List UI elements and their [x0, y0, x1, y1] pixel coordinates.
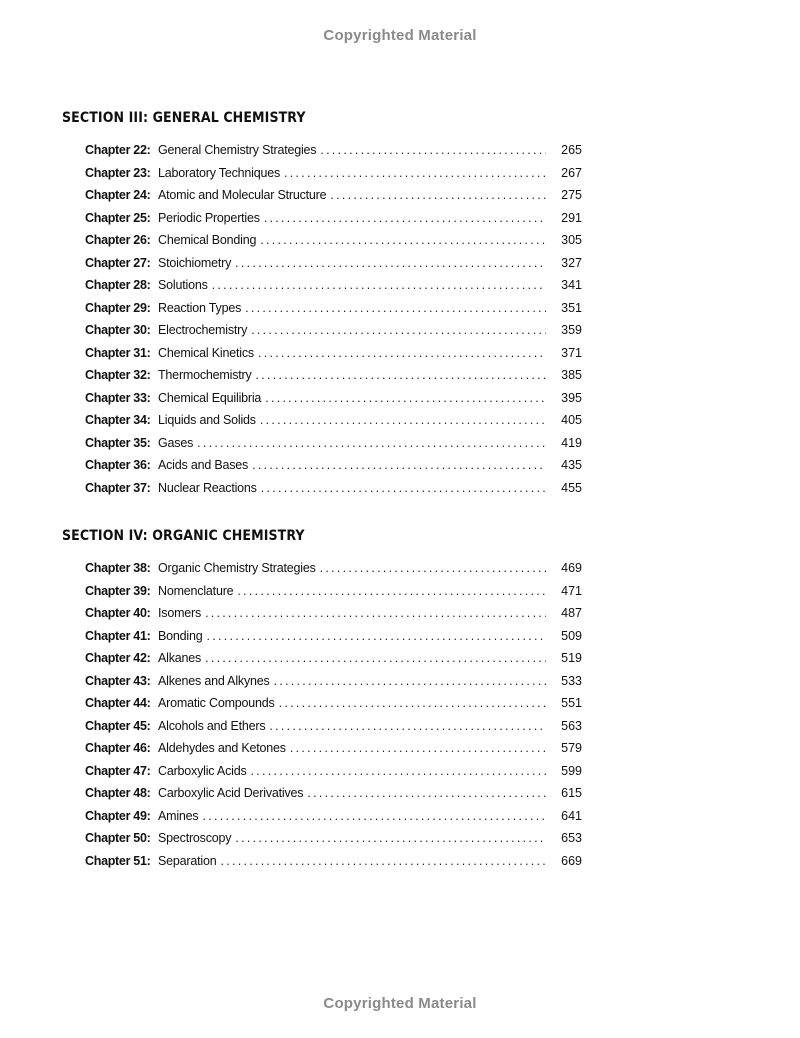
dot-leader: [258, 342, 546, 365]
toc-entry[interactable]: [62, 580, 582, 603]
page-number: 359: [561, 323, 582, 337]
dot-leader: [206, 625, 546, 648]
chapter-number: Chapter 42:: [85, 651, 151, 665]
chapter-number: Chapter 49:: [85, 808, 151, 823]
chapter-number: Chapter 35:: [85, 435, 151, 450]
dot-leader: [202, 805, 546, 828]
chapter-number: Chapter 23:: [85, 165, 151, 180]
toc-entry[interactable]: [62, 477, 582, 500]
toc-entry[interactable]: [62, 364, 582, 387]
chapter-title: Liquids and Solids: [158, 413, 256, 427]
page-number: 265: [561, 143, 582, 157]
page-number: 641: [561, 808, 582, 823]
chapter-title: Carboxylic Acid Derivatives: [158, 786, 304, 800]
section-organic-chemistry: [62, 527, 582, 872]
page-number: 405: [561, 413, 582, 427]
dot-leader: [290, 737, 546, 760]
chapter-title: Laboratory Techniques: [158, 165, 281, 180]
page-number: 599: [561, 763, 582, 778]
page-number: 469: [561, 561, 582, 575]
dot-leader: [220, 850, 546, 873]
toc-entry[interactable]: [62, 409, 582, 432]
chapter-title: Spectroscopy: [158, 831, 232, 845]
page-number: 435: [561, 458, 582, 472]
chapter-title: Nomenclature: [158, 583, 234, 598]
chapter-number: Chapter 31:: [85, 345, 151, 360]
page-number: 551: [561, 696, 582, 710]
chapter-number: Chapter 38:: [85, 561, 151, 575]
page-number: 615: [561, 786, 582, 800]
page-number: 327: [561, 255, 582, 270]
dot-leader: [260, 409, 546, 432]
toc-entry[interactable]: [62, 387, 582, 410]
dot-leader: [284, 162, 546, 185]
chapter-number: Chapter 30:: [85, 323, 151, 337]
dot-leader: [251, 319, 546, 342]
chapter-title: Acids and Bases: [158, 458, 249, 472]
chapter-title: Chemical Equilibria: [158, 390, 262, 405]
page-number: 371: [561, 345, 582, 360]
toc-entry[interactable]: [62, 252, 582, 275]
page-number: 305: [561, 233, 582, 247]
chapter-title: Aromatic Compounds: [158, 696, 275, 710]
chapter-title: Periodic Properties: [158, 210, 260, 225]
toc-entry[interactable]: [62, 162, 582, 185]
toc-list: [62, 557, 582, 872]
toc-entry[interactable]: [62, 432, 582, 455]
chapter-title: Isomers: [158, 606, 202, 620]
toc-entry[interactable]: [62, 647, 582, 670]
section-title: SECTION IV: ORGANIC CHEMISTRY: [62, 528, 305, 544]
chapter-number: Chapter 45:: [85, 718, 151, 733]
toc-entry[interactable]: [62, 454, 582, 477]
chapter-number: Chapter 44:: [85, 696, 151, 710]
chapter-number: Chapter 22:: [85, 143, 151, 157]
chapter-title: Nuclear Reactions: [158, 480, 257, 495]
dot-leader: [205, 647, 546, 670]
dot-leader: [235, 252, 546, 275]
toc-entry[interactable]: [62, 274, 582, 297]
dot-leader: [279, 692, 546, 715]
chapter-number: Chapter 37:: [85, 480, 151, 495]
chapter-number: Chapter 25:: [85, 210, 151, 225]
watermark-top: Copyrighted Material: [323, 27, 477, 44]
dot-leader: [269, 715, 546, 738]
page-number: 669: [561, 853, 582, 868]
page-number: 471: [561, 583, 582, 598]
dot-leader: [237, 580, 546, 603]
toc-entry[interactable]: [62, 184, 582, 207]
page-number: 341: [561, 278, 582, 292]
dot-leader: [274, 670, 546, 693]
chapter-number: Chapter 28:: [85, 278, 151, 292]
toc-entry[interactable]: [62, 670, 582, 693]
page-number: 509: [561, 628, 582, 643]
toc-entry[interactable]: [62, 760, 582, 783]
dot-leader: [212, 274, 546, 297]
dot-leader: [320, 139, 546, 162]
chapter-number: Chapter 32:: [85, 368, 151, 382]
chapter-title: Carboxylic Acids: [158, 763, 247, 778]
chapter-number: Chapter 24:: [85, 188, 151, 202]
chapter-number: Chapter 50:: [85, 831, 151, 845]
chapter-title: Electrochemistry: [158, 323, 248, 337]
dot-leader: [205, 602, 546, 625]
dot-leader: [235, 827, 546, 850]
chapter-number: Chapter 39:: [85, 583, 151, 598]
toc-entry[interactable]: [62, 602, 582, 625]
dot-leader: [251, 760, 547, 783]
chapter-title: Bonding: [158, 628, 203, 643]
chapter-number: Chapter 48:: [85, 786, 151, 800]
watermark-bottom: Copyrighted Material: [323, 995, 477, 1012]
chapter-number: Chapter 36:: [85, 458, 151, 472]
page-number: 275: [561, 188, 582, 202]
chapter-number: Chapter 43:: [85, 673, 151, 688]
page-number: 455: [561, 480, 582, 495]
chapter-number: Chapter 51:: [85, 853, 151, 868]
toc-entry[interactable]: [62, 297, 582, 320]
dot-leader: [265, 387, 546, 410]
chapter-title: Reaction Types: [158, 300, 242, 315]
toc-entry[interactable]: [62, 319, 582, 342]
section-general-chemistry: [62, 109, 582, 499]
page-number: 267: [561, 165, 582, 180]
toc-entry[interactable]: [62, 692, 582, 715]
page-number: 533: [561, 673, 582, 688]
chapter-title: Stoichiometry: [158, 255, 232, 270]
chapter-title: Organic Chemistry Strategies: [158, 561, 316, 575]
chapter-number: Chapter 26:: [85, 233, 151, 247]
toc-entry[interactable]: [62, 342, 582, 365]
toc-entry[interactable]: [62, 207, 582, 230]
chapter-title: Solutions: [158, 278, 208, 292]
dot-leader: [260, 229, 546, 252]
chapter-number: Chapter 29:: [85, 300, 151, 315]
page-number: 519: [561, 651, 582, 665]
toc-entry[interactable]: [62, 850, 582, 873]
chapter-number: Chapter 40:: [85, 606, 151, 620]
chapter-title: Amines: [158, 808, 199, 823]
toc-entry[interactable]: [62, 827, 582, 850]
chapter-number: Chapter 33:: [85, 390, 151, 405]
toc-entry[interactable]: [62, 557, 582, 580]
section-title: SECTION III: GENERAL CHEMISTRY: [62, 110, 306, 126]
chapter-title: Alcohols and Ethers: [158, 718, 266, 733]
chapter-number: Chapter 47:: [85, 763, 151, 778]
chapter-number: Chapter 46:: [85, 741, 151, 755]
dot-leader: [261, 477, 546, 500]
chapter-title: Chemical Bonding: [158, 233, 257, 247]
chapter-title: Thermochemistry: [158, 368, 252, 382]
dot-leader: [245, 297, 546, 320]
chapter-title: Chemical Kinetics: [158, 345, 254, 360]
toc-list: [62, 139, 582, 499]
dot-leader: [197, 432, 546, 455]
page-number: 291: [561, 210, 582, 225]
page-number: 419: [561, 435, 582, 450]
toc-entry[interactable]: [62, 715, 582, 738]
chapter-title: Separation: [158, 853, 217, 868]
chapter-title: Gases: [158, 435, 194, 450]
page-number: 487: [561, 606, 582, 620]
toc-entry[interactable]: [62, 805, 582, 828]
page-number: 395: [561, 390, 582, 405]
dot-leader: [320, 557, 546, 580]
page-number: 653: [561, 831, 582, 845]
chapter-number: Chapter 41:: [85, 628, 151, 643]
page-number: 579: [561, 741, 582, 755]
dot-leader: [330, 184, 546, 207]
chapter-number: Chapter 27:: [85, 255, 151, 270]
page-number: 351: [561, 300, 582, 315]
toc-entry[interactable]: [62, 229, 582, 252]
toc-entry[interactable]: [62, 139, 582, 162]
chapter-title: Atomic and Molecular Structure: [158, 188, 327, 202]
toc-entry[interactable]: [62, 625, 582, 648]
page-number: 563: [561, 718, 582, 733]
dot-leader: [307, 782, 546, 805]
dot-leader: [252, 454, 546, 477]
toc-entry[interactable]: [62, 737, 582, 760]
dot-leader: [264, 207, 546, 230]
chapter-number: Chapter 34:: [85, 413, 151, 427]
toc-entry[interactable]: [62, 782, 582, 805]
chapter-title: General Chemistry Strategies: [158, 143, 317, 157]
chapter-title: Alkanes: [158, 651, 202, 665]
dot-leader: [256, 364, 546, 387]
chapter-title: Alkenes and Alkynes: [158, 673, 270, 688]
page-number: 385: [561, 368, 582, 382]
chapter-title: Aldehydes and Ketones: [158, 741, 286, 755]
